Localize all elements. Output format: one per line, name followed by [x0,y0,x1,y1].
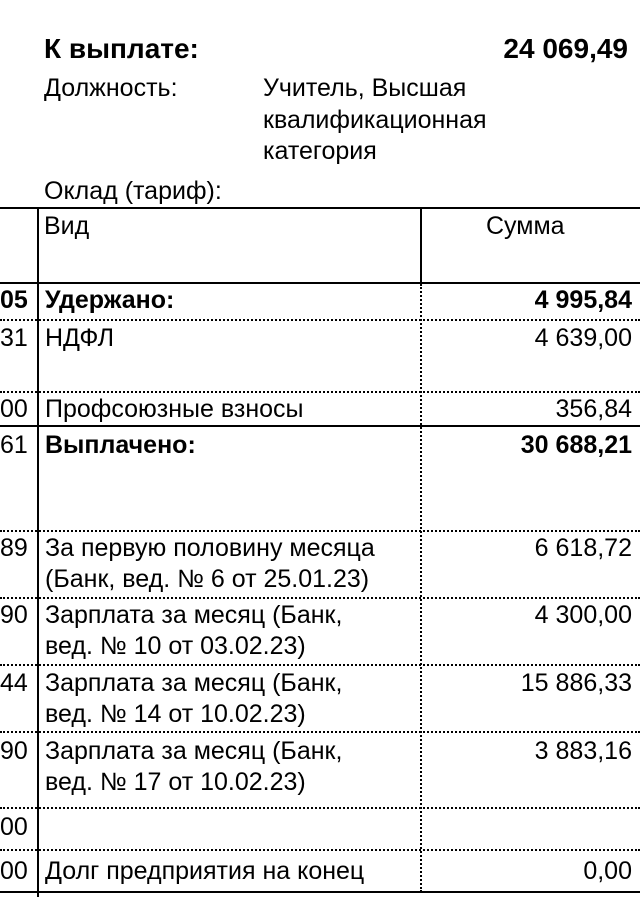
column-divider-dotted [420,284,422,892]
row-amount: 4 300,00 [534,601,632,629]
row-separator [0,319,640,321]
row-description: Зарплата за месяц (Банк, [45,601,343,629]
position-value-line: квалификационная [263,106,487,134]
row-separator [0,391,640,393]
column-divider [420,207,422,284]
row-amount: 4 995,84 [534,286,632,314]
row-separator [0,849,640,851]
row-left-code: 61 [0,431,28,459]
row-amount: 6 618,72 [534,534,632,562]
table-top-border [0,207,640,209]
to-pay-value: 24 069,49 [503,33,628,64]
to-pay-label: К выплате: [44,33,199,64]
row-left-code: 44 [0,669,28,697]
row-left-code: 05 [0,286,28,314]
column-header-type: Вид [44,212,90,240]
position-label: Должность: [44,74,178,102]
row-left-code: 90 [0,737,28,765]
salary-label: Оклад (тариф): [44,177,222,205]
row-separator [0,425,640,427]
row-amount: 3 883,16 [534,737,632,765]
row-amount: 0,00 [583,857,632,885]
row-left-code: 00 [0,813,28,841]
row-left-code: 00 [0,857,28,885]
row-amount: 4 639,00 [534,324,632,352]
column-header-amount: Сумма [486,212,565,240]
row-separator [0,807,640,809]
row-separator [0,664,640,666]
row-description: За первую половину месяца [45,534,375,562]
row-description: Профсоюзные взносы [45,395,304,423]
row-description: Зарплата за месяц (Банк, [45,737,343,765]
row-separator [0,530,640,532]
table-bottom-border [0,891,640,893]
position-value-line: Учитель, Высшая [263,74,467,102]
header-bottom-border [0,282,640,284]
row-left-code: 90 [0,601,28,629]
row-description: (Банк, вед. № 6 от 25.01.23) [45,565,370,593]
row-amount: 15 886,33 [520,669,632,697]
row-separator [0,731,640,733]
position-value-line: категория [263,137,377,165]
row-amount: 30 688,21 [520,431,632,459]
row-description: Долг предприятия на конец [45,857,365,885]
row-left-code: 00 [0,395,28,423]
row-separator [0,597,640,599]
row-amount: 356,84 [555,395,632,423]
row-description: Выплачено: [45,431,196,459]
column-divider [37,207,39,897]
row-description: вед. № 14 от 10.02.23) [45,700,306,728]
row-description: Удержано: [45,286,175,314]
row-left-code: 89 [0,534,28,562]
row-left-code: 31 [0,324,28,352]
row-description: вед. № 17 от 10.02.23) [45,768,306,796]
row-description: вед. № 10 от 03.02.23) [45,632,306,660]
row-description: Зарплата за месяц (Банк, [45,669,343,697]
row-description: НДФЛ [45,324,115,352]
